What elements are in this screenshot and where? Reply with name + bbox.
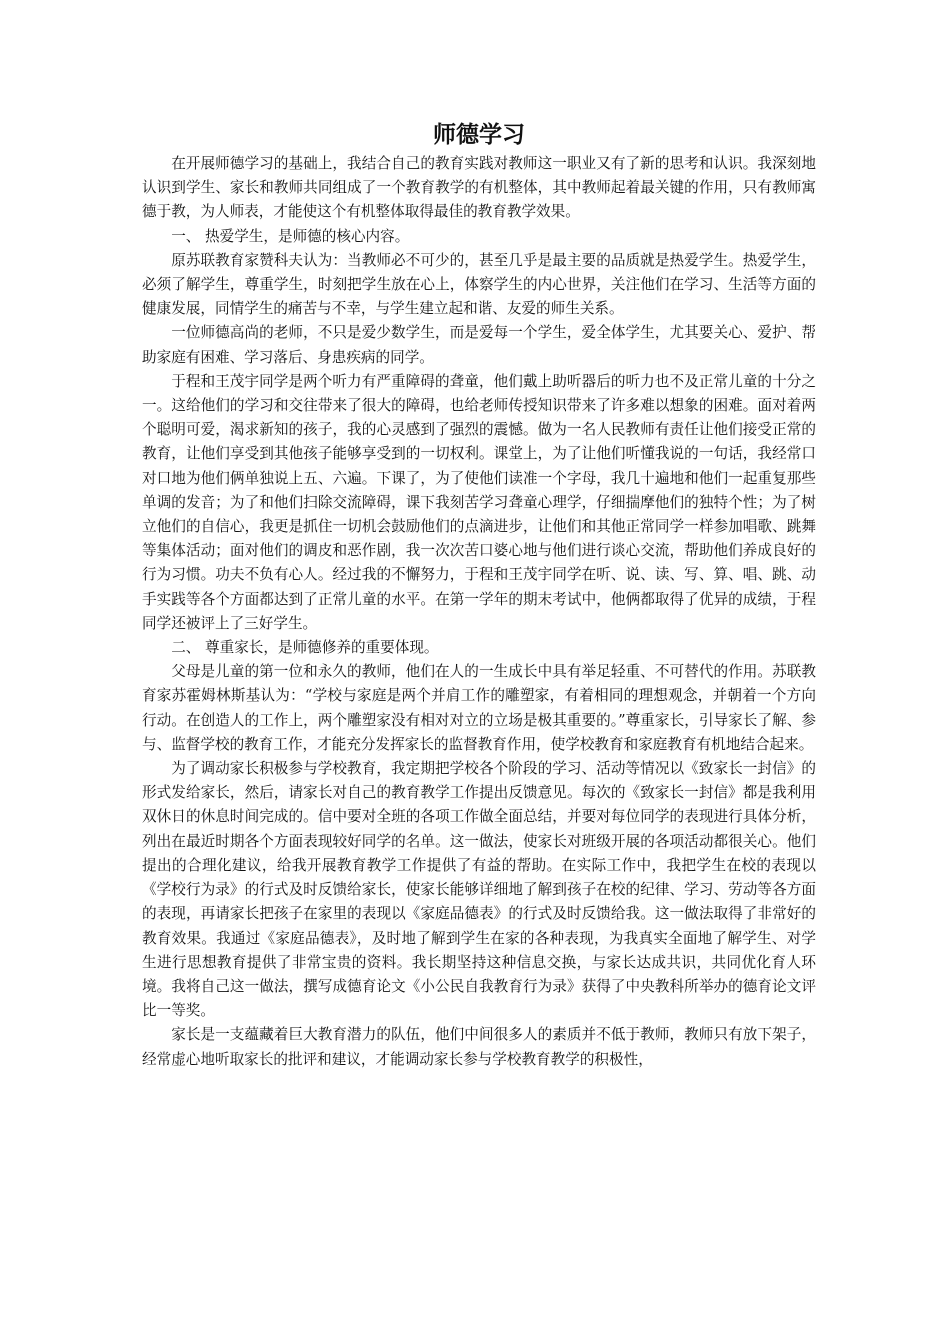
body-paragraph: 为了调动家长积极参与学校教育，我定期把学校各个阶段的学习、活动等情况以《致家长一封信》的形式发给家长，然后，请家长对自己的教育教学工作提出反馈意见。每次的《致家长一封信》都是我利用双休日的休息时间完成的。信中要对全班的各项工作做全面总结，并要对每位同学的表现进行具体分析，列出在最近时期各个方面表现较好同学的名单。这一做法，使家长对班级开展的各项活动都很关心。他们提出的合理化建议，给我开展教育教学工作提供了有益的帮助。在实际工作中，我把学生在校的表现以《学校行为录》的行式及时反馈给家长，使家长能够详细地了解到孩子在校的纪律、学习、劳动等各方面的表现，再请家长把孩子在家里的表现以《家庭品德表》的行式及时反馈给我。这一做法取得了非常好的教育效果。我通过《家庭品德表》，及时地了解到学生在家的各种表现，为我真实全面地了解学生、对学生进行思想教育提供了非常宝贵的资料。我长期坚持这种信息交换，与家长达成共识，共同优化育人环境。我将自己这一做法，撰写成德育论文《小公民自我教育行为录》获得了中央教科所举办的德育论文评比一等奖。 [142,760,816,1020]
section-heading-1: 一、 热爱学生，是师德的核心内容。 [171,227,410,245]
intro-paragraph: 在开展师德学习的基础上，我结合自己的教育实践对教师这一职业又有了新的思考和认识。我深刻地认识到学生、家长和教师共同组成了一个教育教学的有机整体，其中教师起着最关键的作用，只有教师寓德于教，为人师表，才能使这个有机整体取得最佳的教育教学效果。 [142,155,816,221]
body-paragraph: 家长是一支蕴藏着巨大教育潜力的队伍，他们中间很多人的素质并不低于教师，教师只有放下架子，经常虚心地听取家长的批评和建议，才能调动家长参与学校教育教学的积极性， [142,1026,816,1068]
body-paragraph: 原苏联教育家赞科夫认为：当教师必不可少的，甚至几乎是最主要的品质就是热爱学生。热爱学生，必须了解学生，尊重学生，时刻把学生放在心上，体察学生的内心世界，关注他们在学习、生活等方面的健康发展，同情学生的痛苦与不幸，与学生建立起和谐、友爱的师生关系。 [142,251,816,318]
document-page [142,120,816,1072]
body-paragraph: 于程和王茂宇同学是两个听力有严重障碍的聋童，他们戴上助听器后的听力也不及正常儿童的十分之一。这给他们的学习和交往带来了很大的障碍，也给老师传授知识带来了许多难以想象的困难。面对着两个聪明可爱，渴求新知的孩子，我的心灵感到了强烈的震憾。做为一名人民教师有责任让他们接受正常的教育，让他们享受到其他孩子能够享受到的一切权利。课堂上，为了让他们听懂我说的一句话，我经常口对口地为他们俩单独说上五、六遍。下课了，为了使他们读准一个字母，我几十遍地和他们一起重复那些单调的发音；为了和他们扫除交流障碍，课下我刻苦学习聋童心理学，仔细揣摩他们的独特个性；为了树立他们的自信心，我更是抓住一切机会鼓励他们的点滴进步，让他们和其他正常同学一样参加唱歌、跳舞等集体活动；面对他们的调皮和恶作剧，我一次次苦口婆心地与他们进行谈心交流，帮助他们养成良好的行为习惯。功夫不负有心人。经过我的不懈努力，于程和王茂宇同学在听、说、读、写、算、唱、跳、动手实践等各个方面都达到了正常儿童的水平。在第一学年的期末考试中，他俩都取得了优异的成绩，于程同学还被评上了三好学生。 [142,372,816,632]
body-paragraph: 父母是儿童的第一位和永久的教师，他们在人的一生成长中具有举足轻重、不可替代的作用。苏联教育家苏霍姆林斯基认为：“学校与家庭是两个并肩工作的雕塑家，有着相同的理想观念，并朝着一个方向行动。在创造人的工作上，两个雕塑家没有相对对立的立场是极其重要的。”尊重家长，引导家长了解、参与、监督学校的教育工作，才能充分发挥家长的监督教育作用，使学校教育和家庭教育有机地结合起来。 [142,663,816,753]
body-paragraph: 一位师德高尚的老师，不只是爱少数学生，而是爱每一个学生，爱全体学生，尤其要关心、爱护、帮助家庭有困难、学习落后、身患疾病的同学。 [142,324,816,366]
section-heading-2: 二、 尊重家长，是师德修养的重要体现。 [171,639,439,657]
document-title: 师德学习 [433,122,525,148]
